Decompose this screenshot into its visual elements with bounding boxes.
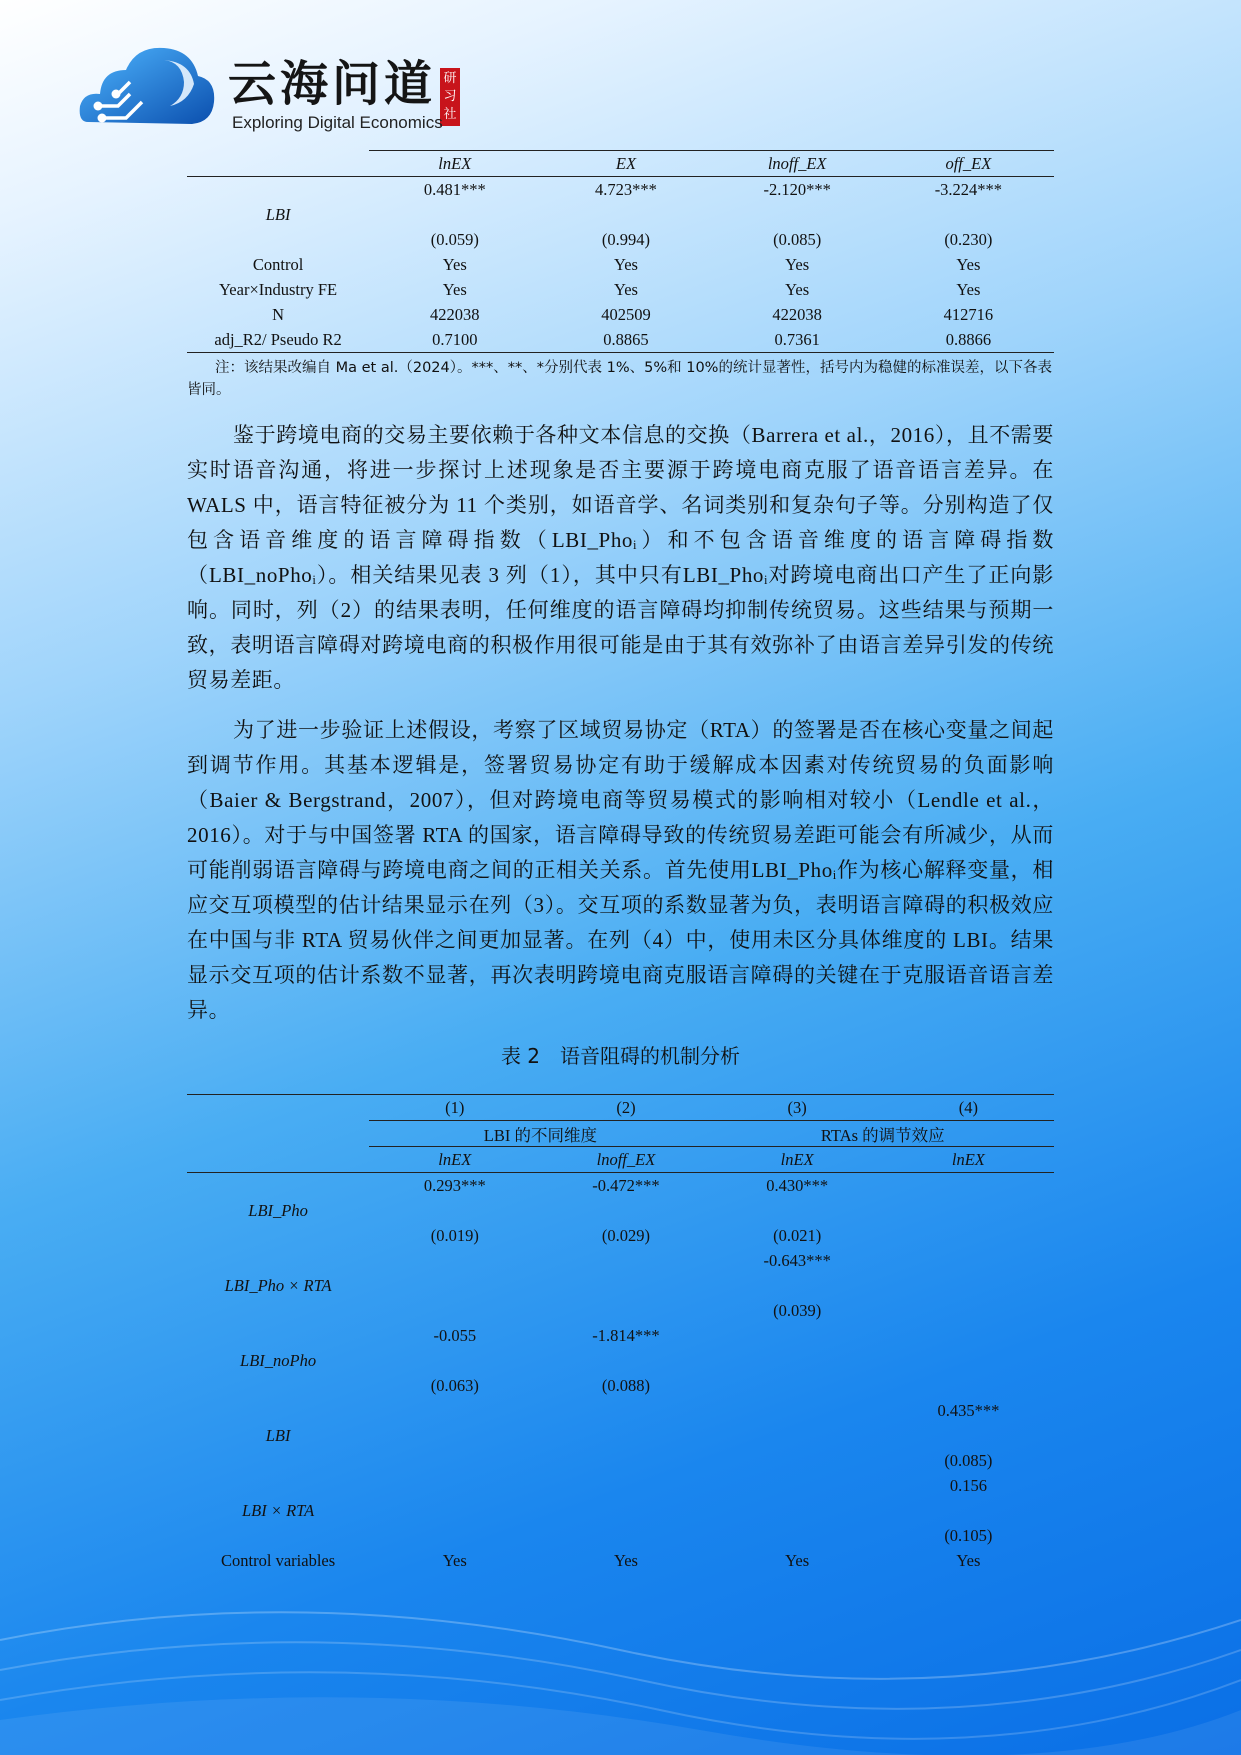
group-header: LBI 的不同维度 bbox=[369, 1121, 711, 1147]
dep-var: lnEX bbox=[712, 1147, 883, 1173]
coef-cell: 0.430*** bbox=[766, 1175, 829, 1195]
se-cell bbox=[712, 1448, 883, 1473]
table-cell: Yes bbox=[785, 279, 810, 299]
se-cell bbox=[883, 1373, 1054, 1398]
table-row bbox=[187, 1548, 1054, 1573]
se-cell: (0.105) bbox=[944, 1525, 993, 1545]
seal-stamp: 研 习 社 bbox=[440, 68, 460, 126]
coef-cell bbox=[369, 1248, 540, 1273]
table-row bbox=[187, 302, 1054, 327]
table-title: 表 2 语音阻碍的机制分析 bbox=[500, 1044, 741, 1068]
table-header-cell: EX bbox=[540, 151, 711, 177]
se-cell: (0.085) bbox=[944, 1450, 993, 1470]
results-table-1 bbox=[187, 150, 1054, 353]
row-label: Control bbox=[252, 254, 304, 274]
se-cell: (0.039) bbox=[773, 1300, 822, 1320]
table-header-cell bbox=[187, 151, 369, 177]
coef-cell: 0.481*** bbox=[423, 179, 486, 199]
row-label: LBI_Pho bbox=[248, 1200, 308, 1220]
background-waves-decoration bbox=[0, 1580, 1241, 1755]
column-number: (3) bbox=[712, 1095, 883, 1121]
se-cell bbox=[712, 1373, 883, 1398]
table-row bbox=[187, 1323, 1054, 1348]
table-cell: Yes bbox=[956, 1550, 981, 1570]
coef-cell bbox=[712, 1473, 883, 1498]
row-label: N bbox=[272, 304, 285, 324]
dep-var: lnEX bbox=[369, 1147, 540, 1173]
group-header: RTAs 的调节效应 bbox=[712, 1121, 1054, 1147]
table-cell: Yes bbox=[613, 279, 638, 299]
coef-cell bbox=[883, 1248, 1054, 1273]
coef-cell bbox=[883, 1173, 1054, 1199]
row-label: LBI_noPho bbox=[240, 1350, 317, 1370]
se-cell bbox=[712, 1523, 883, 1548]
dep-var: lnoff_EX bbox=[540, 1147, 711, 1173]
se-cell bbox=[540, 1298, 711, 1323]
table-cell: Yes bbox=[613, 1550, 638, 1570]
coef-cell: 0.293*** bbox=[423, 1175, 486, 1195]
table-cell: Yes bbox=[785, 254, 810, 274]
body-paragraph: 鉴于跨境电商的交易主要依赖于各种文本信息的交换（Barrera et al.，2016），且不需要实时语音沟通，将进一步探讨上述现象是否主要源于跨境电商克服了语音语言差异。在 WALS 中，语言特征被分为 11 个类别，如语音学、名词类别和复杂句子等。分别构造了仅包含语音维度的语言障碍指数（LBI_Phoᵢ）和不包含语音维度的语言障碍指数（LBI_noPhoᵢ）。相关结果见表 3 列（1），其中只有LBI_Phoᵢ对跨境电商出口产生了正向影响。同时，列（2）的结果表明，任何维度的语言障碍均抑制传统贸易。这些结果与预期一致，表明语言障碍对跨境电商的积极作用很可能是由于其有效弥补了由语言差异引发的传统贸易差距。 bbox=[187, 423, 1054, 692]
table-row bbox=[187, 177, 1054, 203]
row-label: Control variables bbox=[221, 1550, 336, 1570]
group-header-row bbox=[187, 1121, 1054, 1147]
table-cell: Yes bbox=[785, 1550, 810, 1570]
table-row bbox=[187, 1473, 1054, 1498]
column-number: (4) bbox=[883, 1095, 1054, 1121]
coef-cell: 0.435*** bbox=[937, 1400, 1000, 1420]
table-cell: 0.7361 bbox=[712, 327, 883, 353]
body-paragraph: 为了进一步验证上述假设，考察了区域贸易协定（RTA）的签署是否在核心变量之间起到调节作用。其基本逻辑是，签署贸易协定有助于缓解成本因素对传统贸易的负面影响（Baier & Bergstrand，2007），但对跨境电商等贸易模式的影响相对较小（Lendle et al.，2016）。对于与中国签署 RTA 的国家，语言障碍导致的传统贸易差距可能会有所减少，从而可能削弱语言障碍与跨境电商之间的正相关关系。首先使用LBI_Phoᵢ作为核心解释变量，相应交互项模型的估计结果显示在列（3）。交互项的系数显著为负，表明语言障碍的积极效应在中国与非 RTA 贸易伙伴之间更加显著。在列（4）中，使用未区分具体维度的 LBI。结果显示交互项的估计系数不显著，再次表明跨境电商克服语言障碍的关键在于克服语音语言差异。 bbox=[187, 718, 1054, 1022]
row-label: LBI bbox=[265, 1425, 291, 1445]
table-note: 注：该结果改编自 Ma et al.（2024）。***、**、*分别代表 1%、5%和 10%的统计显著性，括号内为稳健的标准误差，以下各表皆同。 bbox=[187, 360, 1052, 398]
coef-cell bbox=[369, 1473, 540, 1498]
coef-cell: -0.055 bbox=[433, 1325, 477, 1345]
se-cell bbox=[883, 1223, 1054, 1248]
coef-cell: -2.120*** bbox=[763, 179, 831, 199]
dep-var-row bbox=[187, 1147, 1054, 1173]
table-row bbox=[187, 1173, 1054, 1199]
column-number-row bbox=[187, 1095, 1054, 1121]
se-cell: (0.994) bbox=[601, 229, 651, 249]
table-header-cell bbox=[187, 1095, 369, 1121]
se-cell: (0.088) bbox=[601, 1375, 651, 1395]
coef-cell bbox=[883, 1323, 1054, 1348]
brand-name: 云海问道 bbox=[228, 56, 437, 112]
table-header-cell: lnEX bbox=[369, 151, 540, 177]
table-cell: Yes bbox=[442, 279, 467, 299]
table-cell: 402509 bbox=[601, 304, 651, 324]
coef-cell bbox=[712, 1398, 883, 1423]
se-cell bbox=[369, 1523, 540, 1548]
table-cell: Yes bbox=[613, 254, 638, 274]
results-table-2 bbox=[187, 1094, 1054, 1573]
table-header-cell: off_EX bbox=[883, 151, 1054, 177]
row-label: Year×Industry FE bbox=[219, 279, 338, 299]
table-cell: Yes bbox=[956, 254, 981, 274]
table-cell: 412716 bbox=[943, 304, 994, 324]
se-cell: (0.059) bbox=[430, 229, 479, 249]
table-header-cell bbox=[187, 1121, 369, 1147]
table-row bbox=[187, 277, 1054, 302]
se-cell bbox=[540, 1448, 711, 1473]
se-cell: (0.029) bbox=[601, 1225, 651, 1245]
coef-cell: -3.224*** bbox=[934, 179, 1003, 199]
coef-cell bbox=[540, 1398, 711, 1423]
coef-cell: -0.472*** bbox=[592, 1175, 660, 1195]
coef-cell: -0.643*** bbox=[763, 1250, 831, 1270]
se-cell: (0.230) bbox=[944, 229, 993, 249]
dep-var: lnEX bbox=[883, 1147, 1054, 1173]
cloud-circuit-logo-icon bbox=[78, 40, 218, 130]
table-header-cell: lnoff_EX bbox=[712, 151, 883, 177]
se-cell bbox=[883, 1298, 1054, 1323]
table-row bbox=[187, 1398, 1054, 1423]
table-cell: Yes bbox=[956, 279, 981, 299]
column-number: (2) bbox=[540, 1095, 711, 1121]
coef-cell bbox=[540, 1248, 711, 1273]
se-cell bbox=[369, 1448, 540, 1473]
se-cell bbox=[540, 1523, 711, 1548]
table-cell: 0.8865 bbox=[540, 327, 711, 353]
table-row bbox=[187, 1248, 1054, 1273]
table-cell: 0.7100 bbox=[369, 327, 540, 353]
se-cell: (0.063) bbox=[430, 1375, 479, 1395]
table-cell: Yes bbox=[442, 1550, 467, 1570]
coef-cell: -1.814*** bbox=[592, 1325, 660, 1345]
row-label: adj_R2/ Pseudo R2 bbox=[187, 327, 369, 353]
table-header-row bbox=[187, 151, 1054, 177]
coef-cell: 0.156 bbox=[949, 1475, 987, 1495]
row-label: LBI_Pho × RTA bbox=[224, 1275, 332, 1295]
table-cell: 422038 bbox=[772, 304, 822, 324]
table-cell: Yes bbox=[442, 254, 467, 274]
row-label: LBI × RTA bbox=[241, 1500, 315, 1520]
table-cell: 422038 bbox=[430, 304, 480, 324]
table-row bbox=[187, 327, 1054, 353]
se-cell bbox=[369, 1298, 540, 1323]
se-cell: (0.021) bbox=[773, 1225, 822, 1245]
coef-cell bbox=[369, 1398, 540, 1423]
table-cell: 0.8866 bbox=[883, 327, 1054, 353]
se-cell: (0.019) bbox=[430, 1225, 479, 1245]
table-header-cell bbox=[187, 1147, 369, 1173]
table-row bbox=[187, 252, 1054, 277]
logo bbox=[78, 40, 498, 135]
se-cell: (0.085) bbox=[773, 229, 822, 249]
coef-cell bbox=[712, 1323, 883, 1348]
column-number: (1) bbox=[369, 1095, 540, 1121]
coef-cell bbox=[540, 1473, 711, 1498]
coef-cell: 4.723*** bbox=[595, 179, 657, 199]
row-label: LBI bbox=[265, 204, 291, 224]
brand-slogan: Exploring Digital Economics bbox=[232, 113, 443, 132]
